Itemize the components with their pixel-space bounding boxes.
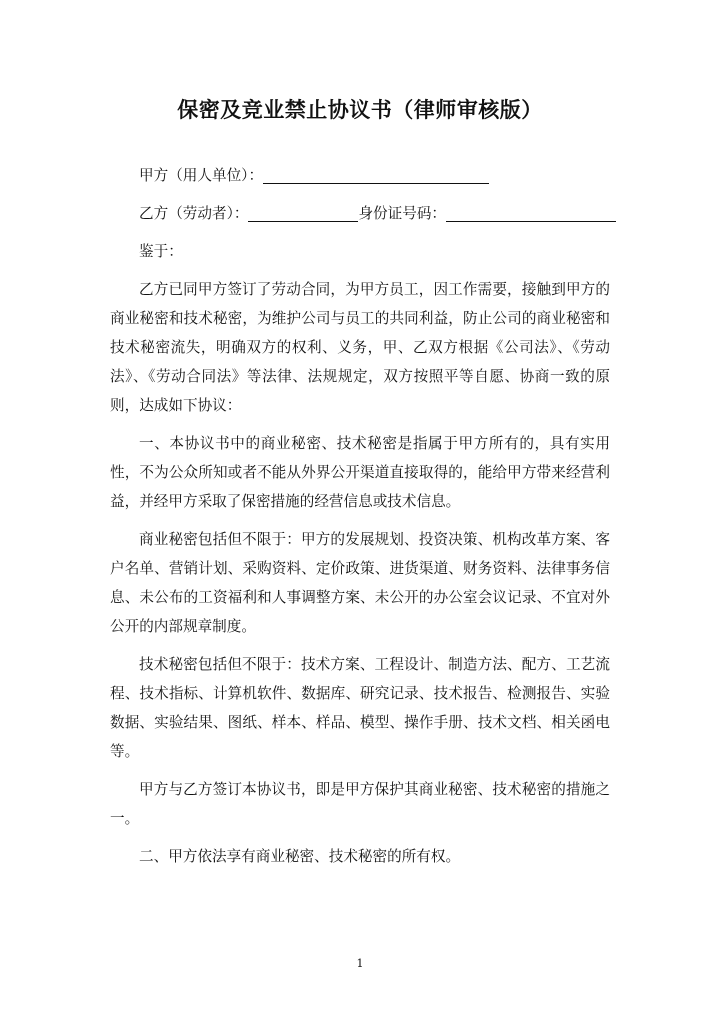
party-b-label: 乙方（劳动者）： [139,205,249,222]
document-body [110,161,610,880]
document-title: 保密及竞业禁止协议书（律师审核版） [177,98,543,122]
paragraph-protection-measure: 甲方与乙方签订本协议书，即是甲方保护其商业秘密、技术秘密的措施之一。 [110,781,610,827]
party-a-blank [263,167,489,184]
paragraph-preamble: 乙方已同甲方签订了劳动合同，为甲方员工，因工作需要，接触到甲方的商业秘密和技术秘密，为维护公司与员工的共同利益，防止公司的商业秘密和技术秘密流失，明确双方的权利、义务，甲、乙双方根据《公司法》、《劳动法》、《劳动合同法》等法律、法规规定，双方按照平等自愿、协商一致的原则，达成如下协议： [110,281,610,414]
id-number-blank [446,205,616,222]
party-b-line [110,199,610,228]
paragraph-business-secrets: 商业秘密包括但不限于：甲方的发展规划、投资决策、机构改革方案、客户名单、营销计划、采购资料、定价政策、进货渠道、财务资料、法律事务信息、未公布的工资福利和人事调整方案、未公开的办公室会议记录、不宜对外公开的内部规章制度。 [110,531,610,635]
paragraph-clause-1: 一、本协议书中的商业秘密、技术秘密是指属于甲方所有的，具有实用性，不为公众所知或者不能从外界公开渠道直接取得的，能给甲方带来经营利益，并经甲方采取了保密措施的经营信息或技术信息。 [110,435,610,510]
paragraph-technical-secrets: 技术秘密包括但不限于：技术方案、工程设计、制造方法、配方、工艺流程、技术指标、计算机软件、数据库、研究记录、技术报告、检测报告、实验数据、实验结果、图纸、样本、样品、模型、操作手册、技术文档、相关函电等。 [110,656,610,760]
whereas-heading: 鉴于： [139,243,183,260]
id-number-label: 身份证号码： [358,205,447,222]
party-a-label: 甲方（用人单位）： [139,167,264,184]
party-a-line [110,161,610,190]
party-b-blank [248,205,358,222]
page-number: 1 [356,957,364,970]
paragraph-clause-2: 二、甲方依法享有商业秘密、技术秘密的所有权。 [139,848,461,865]
